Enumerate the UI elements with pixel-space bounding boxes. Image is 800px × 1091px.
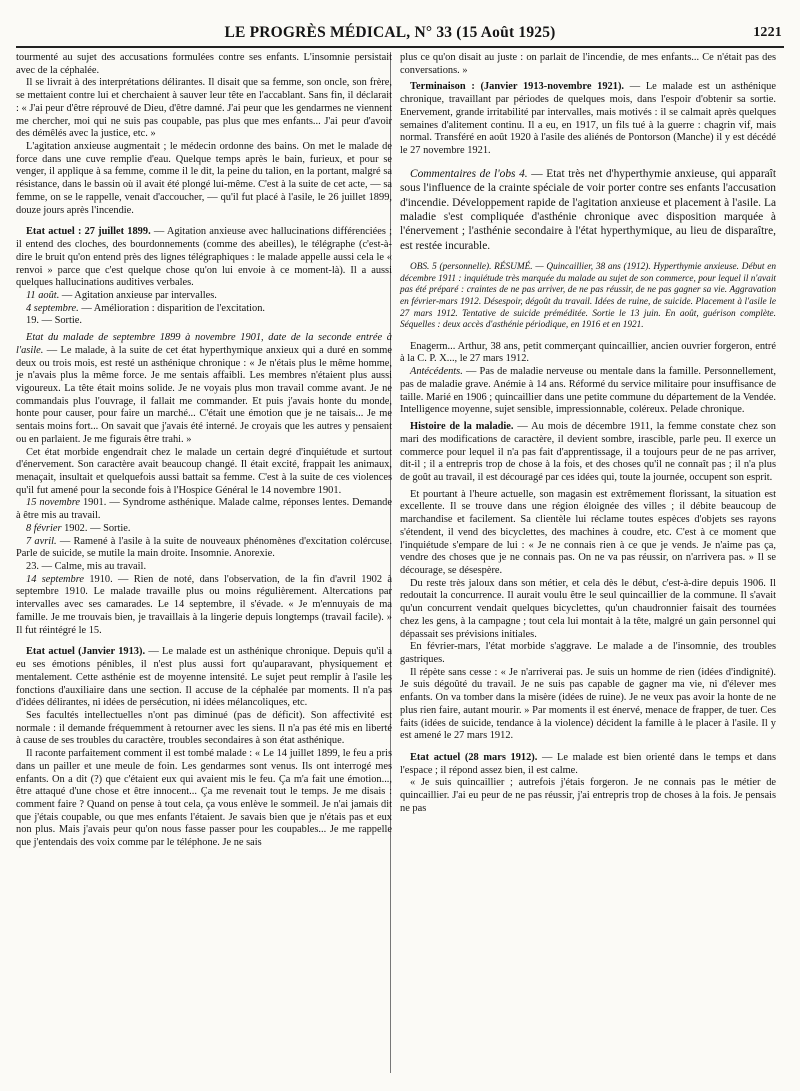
paragraph: tourmenté au sujet des accusations formulées contre ses enfants. L'insomnie persistait avec de la céphalée. [16, 52, 392, 76]
entry-date: 7 avril. [26, 535, 57, 547]
entry-text: — Agitation anxieuse par intervalles. [59, 289, 217, 301]
spacer [16, 637, 392, 646]
spacer [16, 217, 392, 226]
dated-entry [16, 290, 392, 303]
journal-title: LE PROGRÈS MÉDICAL, N° 33 (15 Août 1925) [224, 24, 556, 41]
paragraph: plus ce qu'on disait au juste : on parlait de l'incendie, de mes enfants... Ce n'était pas des conversations. » [400, 52, 776, 76]
running-header [18, 22, 782, 44]
entry-date: 4 septembre. [26, 302, 79, 314]
paragraph-seconde-entree [16, 332, 392, 446]
entry-date: 8 février [26, 522, 62, 534]
paragraph: Il raconte parfaitement comment il est tombé malade : « Le 14 juillet 1899, le feu a pris dans un pailler et une meule de foin. Les gendarmes sont venus. Ils ont interrogé mes enfants. On a dit (?) que c'étaient eux qui avaient mis le feu. Ça m'a fait une émotion..., être attaqué d'une chose et être innocent... Ça me revenait tout le temps. Je me disais : comment faire ? Quand on pense à tout cela, ça vous enlève le sommeil. Je n'ai jamais dit que j'étais coupable, ou que mes enfants l'étaient. Je savais bien que je n'étais pas et eux non plus. Mais j'avais peur qu'on nous fasse passer pour les coupables... Je me rappelle que j'entendais des voix comme par le téléphone. Je ne sais [16, 748, 392, 849]
paragraph-text: — Au mois de décembre 1911, la femme constate chez son mari des modifications de caractère, il devient sombre, irascible, parle peu. Il exerce un commerce pour lequel il n'a pas fait d'apprentissage, il a toujours peur de ne pas arriver, dit-il ; il a entrepris trop de chose à la fois, et des choses qu'il ne connaît pas ; il n'a plus de goût au travail, il est découragé par ces idées qui, toute la journée, occupent son esprit. [400, 421, 776, 483]
paragraph-text: — Le malade est un asthénique chronique, travaillant par périodes de quelques mois, dans l'espoir d'obtenir sa sortie. Enervement, grande irritabilité par intervalles, mais motivés : il se calmait après quelques semaines d'alitement continu. Il a eu, en 1917, un fils tué à la guerre : chagrin vif, mais normal. Transféré en août 1920 à l'asile des aliénés de Pontorson (Manche) il y est décédé le 27 novembre 1921. [400, 81, 776, 157]
section-heading: Etat actuel : 27 juillet 1899. [26, 226, 151, 238]
paragraph: L'agitation anxieuse augmentait ; le médecin ordonne des bains. On met le malade de force dans une cuve remplie d'eau. Quelque temps après le bain, furieux, et pour se venger, il applique à sa femme, comme il le dit, la peine du talion, en la portant, malgré sa résistance, dans le bassin où il avait été plongé lui-même. C'est à la suite de cet acte, — sa femme, on se le rappelle, venait d'accoucher, — qu'il fut placé à l'asile, le 26 juillet 1899, douze jours après l'incendie. [16, 141, 392, 216]
italic-heading: Antécédents. [410, 366, 463, 378]
dated-entry [16, 523, 392, 536]
paragraph: Et pourtant à l'heure actuelle, son magasin est extrêmement florissant, la situation est excellente. Il se trouve dans une région éloignée des villes ; il débite beaucoup de marchandise et facilement. Sa clientèle lui réclame toutes espèces d'objets ses rayons s'étendent, il vend des bicyclettes, des machines à coudre, etc. C'est à ce moment que l'inquiétude s'empare de lui : « Je ne connais rien à ce que je vends. Je n'aime pas ça, vendre des choses que je ne connais pas. On ne va pas réussir, on n'arrivera pas. » Il se décourage, se désespère. [400, 488, 776, 576]
spacer [400, 332, 776, 341]
paragraph: Cet état morbide engendrait chez le malade un certain degré d'inquiétude et surtout d'énervement. Son caractère avait beaucoup changé. Il était excité, frappait les animaux, menaçait, insultait et quelquefois aussi battait sa femme. C'est à la suite de ces violences qu'il fut amené pour la seconde fois à l'Hospice Général le 14 novembre 1901. [16, 446, 392, 496]
section-heading: Etat actuel (Janvier 1913). [26, 646, 146, 658]
paragraph-text: — Le malade est bien orienté dans le temps et dans l'espace ; il répond assez bien, il est calme. [400, 752, 776, 776]
spacer [400, 158, 776, 167]
paragraph-text: — Etat très net d'hyperthymie anxieuse, qui apparaît sous l'influence de la crainte spéciale de voir porter contre ses enfants l'accusation d'incendie. Développement rapide de l'agitation anxieuse et placement à l'asile. La maladie s'est compliquée d'asthénie chronique avec disposition marquée à l'énervement ; l'asthénie secondaire à l'état hyperthymique, au lieu de disparaître, est restée incurable. [400, 167, 776, 252]
paragraph: En février-mars, l'état morbide s'aggrave. Le malade a de l'insomnie, des troubles gastriques. [400, 641, 776, 665]
entry-text: 1902. — Sortie. [61, 522, 131, 534]
paragraph: Ses facultés intellectuelles n'ont pas diminué (pas de déficit). Son affectivité est normale : il demande fréquemment à retourner avec les siens. Il n'a pas été mis en liberté à cause de ses troubles du caractère, troubles secondaires à son état asthénique. [16, 709, 392, 747]
dated-entry [16, 497, 392, 522]
entry-text: 1901. — Syndrome asthénique. Malade calme, réponses lentes. Demande à être mis au travail. [16, 497, 392, 522]
spacer [400, 743, 776, 752]
dated-entry: 19. — Sortie. [26, 315, 82, 327]
paragraph-text: — Le malade, à la suite de cet état hyperthymique anxieux qui a duré en somme deux ou trois mois, est resté un asthénique chronique : « Je n'étais plus le même homme, je n'avais plus la même force. Je me sentais affaibli. Les membres n'étaient plus aussi vigoureux. La tête était moins solide. Je ne voyais plus mon travail comme avant. Je ne commandais plus l'ouvrage, il fallait me commander. Et puis j'avais honte du monde, honte pour causer, pour faire un marché... C'était une émotion que je ne taisais... Je me sentais moins fort... On savait que j'avais été interné. Je croyais que les autres y pensaient ou en parlaient. Je me figurais être trahi. » [16, 344, 392, 445]
paragraph-terminaison [400, 81, 776, 157]
observation-summary: OBS. 5 (personnelle). RÉSUMÉ. — Quincaillier, 38 ans (1912). Hyperthymie anxieuse. Début en décembre 1911 : inquiétude très marquée du malade au sujet de son commerce, pour lequel il n'avait pas été préparé : craintes de ne pas arriver, de ne pas réussir, de ne pas gagner sa vie. Aggravation en février-mars 1912. Désespoir, dégoût du travail. Idées de ruine, de suicide. Placement à l'asile le 27 mars 1912. Tentative de suicide préméditée. Sortie le 13 juin. En août, guérison complète. Séquelles : deux accès d'asthénie périodique, en 1916 et en 1921. [400, 262, 776, 331]
dated-entry [16, 303, 392, 316]
paragraph: Il se livrait à des interprétations délirantes. Il disait que sa femme, son oncle, son frère, se mettaient contre lui et cherchaient à sauver leur tête en l'accablant. Sans fin, il déclarait : « J'ai peur d'être réprouvé de Dieu, d'être damné. J'ai peur que les gendarmes ne viennent me chercher, moi qui ne suis pas coupable, pas plus que mes enfants... J'ai peur d'avoir des démêlés avec la justice, etc. » [16, 77, 392, 140]
section-heading: Terminaison : (Janvier 1913-novembre 1921). [410, 81, 625, 93]
paragraph-etat-1912 [400, 752, 776, 777]
entry-text: 1910. — Rien de noté, dans l'observation, de la fin d'avril 1902 à septembre 1910. Le malade travaille plus ou moins régulièrement. Altercations par intervalles avec ses camarades. Le 14 septembre, il s'évade. « Je m'ennuyais de ma famille. Je me trouvais bien, je travaillais à la lingerie depuis longtemps (travail facile). » Il fut réintégré le 15. [16, 573, 392, 636]
paragraph-etat-1913 [16, 646, 392, 710]
spacer [400, 253, 776, 262]
commentary-heading: Commentaires de l'obs 4. [410, 167, 528, 180]
section-heading: Histoire de la maladie. [410, 421, 514, 433]
paragraph: « Je suis quincaillier ; autrefois j'étais forgeron. Je ne connais pas le métier de quincaillier. J'ai eu peur de ne pas réussir, j'ai entrepris trop de choses à la fois. Je pensais ne pas [400, 777, 776, 814]
paragraph: Il répète sans cesse : « Je n'arriverai pas. Je suis un homme de rien (idées d'indignité). Je suis dégoûté du travail. Je ne suis pas capable de gagner ma vie, ni d'élever mes enfants. On va tomber dans la misère (idées de ruine). Je ne veux pas avoir la honte de ne plus rien faire, autant mourir. » Par moments il est énervé, menace de frapper, de tuer. Ces faits (idées de suicide, tendance à la violence) décident la famille à le placer à l'asile. Il y est amené le 27 mars 1912. [400, 666, 776, 742]
paragraph-text: — Agitation anxieuse avec hallucinations différenciées ; il entend des cloches, des bourdonnements (comme des abeilles), le télégraphe (c'est-à-dire le bruit qu'on entend près des lignes télégraphiques : le malade appelle aussi cela le « renvoi » parce que c'est quelque chose qu'on lui envoie à ce moment-là). Il a aussi quelques hallucinations auditives verbales. [16, 226, 392, 289]
paragraph-text: — Le malade est un asthénique chronique. Depuis qu'il a eu ses émotions pénibles, il n'est plus aussi fort qu'auparavant, physiquement et mentalement. Cette asthénie est de moyenne intensité. Le sujet peut remplir à l'asile les fonctions d'auxiliaire dans une section. Il accuse de la céphalée par moments. Il n'a pas d'idées délirantes, ni idées de persécution, ni idées mélancoliques, etc. [16, 646, 392, 709]
header-rule [16, 46, 784, 48]
italic-heading: Etat du malade de septembre 1899 à novembre 1901, date de la seconde entrée à l'asile. [16, 332, 392, 356]
dated-entry [16, 574, 392, 638]
paragraph: Du reste très jaloux dans son métier, et cela dès le début, c'est-à-dire depuis 1906. Il redoutait la concurrence. Il aurait voulu être le seul quincaillier de la commune. Il s'avait qu'un concurrent vendait quelques bicyclettes, qu'un chaudronnier faisait des tournées chez les gens, à la campagne ; tout cela lui montait à la tête, malgré un gain personnel qui dépassait ses prévisions initiales. [400, 577, 776, 640]
entry-text: — Amélioration : disparition de l'excitation. [78, 302, 265, 314]
section-heading: Etat actuel (28 mars 1912). [410, 752, 538, 764]
paragraph: Enagerm... Arthur, 38 ans, petit commerçant quincaillier, ancien ouvrier forgeron, entré à la C. P. X..., le 27 mars 1912. [400, 340, 776, 365]
entry-text: — Ramené à l'asile à la suite de nouveaux phénomènes d'excitation colércuse. Parle de suicide, se mutile la main droite. Insomnie. Anorexie. [16, 535, 392, 560]
paragraph-text: — Pas de maladie nerveuse ou mentale dans la famille. Personnellement, pas de maladie grave. Anémie à 14 ans. Réformé du service militaire pour insuffisance de taille. Marié en 1906 ; quincaillier dans une petite commune du département de la Vendée. Intelligence moyenne, sujet sensible, impressionnable, coléreux. Pelade chronique. [400, 366, 776, 416]
page-number: 1221 [753, 25, 782, 40]
entry-date: 15 novembre [26, 497, 80, 509]
entry-date: 11 août. [26, 289, 60, 301]
right-column [400, 52, 776, 816]
left-column [16, 52, 392, 850]
entry-date: 14 septembre [26, 573, 85, 585]
paragraph-etat-1899 [16, 226, 392, 290]
paragraph-antecedents [400, 366, 776, 417]
dated-entry: 23. — Calme, mis au travail. [26, 561, 147, 573]
paragraph-histoire [400, 421, 776, 485]
commentary-paragraph [400, 167, 776, 253]
dated-entry [16, 536, 392, 561]
